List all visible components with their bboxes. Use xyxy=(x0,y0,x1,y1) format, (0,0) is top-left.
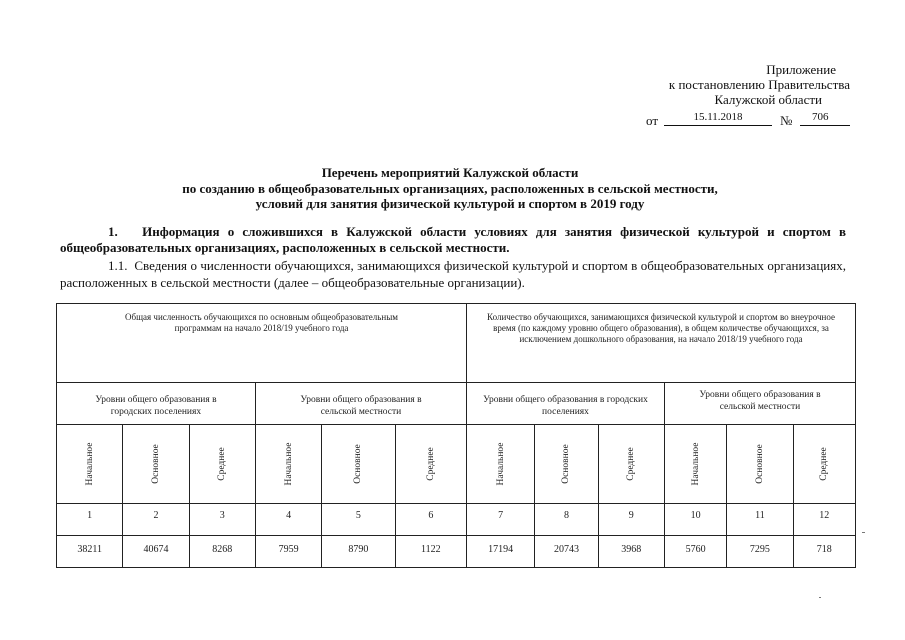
group-header-total xyxy=(57,304,467,383)
column-number-cell xyxy=(664,504,726,536)
appendix-line-3: Калужской области xyxy=(714,92,822,107)
section-1-heading xyxy=(60,224,846,256)
value: 8790 xyxy=(348,544,369,555)
value-cell xyxy=(598,536,664,568)
decree-from-label: от xyxy=(646,113,659,128)
title-line-2: по созданию в общеобразовательных организациях, расположенных в сельской местности, xyxy=(182,180,718,196)
column-number: 4 xyxy=(286,510,292,521)
level-header-cell xyxy=(189,425,255,504)
sub-header-text: Уровни общего образования в сельской местности xyxy=(300,395,422,417)
decree-date: 15.11.2018 xyxy=(664,110,772,126)
column-number-cell xyxy=(322,504,395,536)
column-number-cell xyxy=(57,504,123,536)
value-cell xyxy=(664,536,726,568)
value-cell xyxy=(255,536,321,568)
title-line-1: Перечень мероприятий Калужской области xyxy=(321,165,579,180)
column-number: 12 xyxy=(819,510,830,521)
decree-number: 706 xyxy=(800,110,850,126)
level-header-cell xyxy=(255,425,321,504)
value-cell xyxy=(467,536,535,568)
value: 7295 xyxy=(749,544,770,555)
paragraph-1-1 xyxy=(60,257,846,291)
value-cell xyxy=(57,536,123,568)
value: 7959 xyxy=(278,544,299,555)
level-header: Основное xyxy=(353,444,364,484)
sub-header-cell xyxy=(255,383,466,425)
appendix-line-2: к постановлению Правительства xyxy=(668,77,850,92)
statistics-table xyxy=(56,303,856,568)
column-number-cell xyxy=(598,504,664,536)
level-header: Начальное xyxy=(283,442,294,486)
level-header-cell xyxy=(467,425,535,504)
level-header: Среднее xyxy=(819,447,830,481)
column-number: 7 xyxy=(498,510,504,521)
group-header-sports xyxy=(467,304,856,383)
column-number-cell xyxy=(467,504,535,536)
value-cell xyxy=(189,536,255,568)
paragraph-1-1-number: 1.1. xyxy=(108,258,128,273)
sub-header-cell xyxy=(57,383,256,425)
sub-header-text: Уровни общего образования в сельской местности xyxy=(699,390,821,412)
level-header: Среднее xyxy=(425,447,436,481)
level-header-cell xyxy=(727,425,793,504)
column-number-cell xyxy=(727,504,793,536)
value: 1122 xyxy=(420,544,441,555)
values-row xyxy=(57,536,856,568)
value-cell xyxy=(727,536,793,568)
sub-header-text: Уровни общего образования в городских поселениях xyxy=(95,395,217,417)
level-header: Начальное xyxy=(84,442,95,486)
title-line-3: условий для занятия физической культурой и спортом в 2019 году xyxy=(255,196,645,211)
level-header-cell xyxy=(598,425,664,504)
column-number-cell xyxy=(255,504,321,536)
column-number-cell xyxy=(535,504,598,536)
level-header: Среднее xyxy=(626,447,637,481)
appendix-header xyxy=(600,62,850,107)
level-header-cell xyxy=(395,425,466,504)
value: 20743 xyxy=(553,544,579,555)
value: 38211 xyxy=(77,544,102,555)
column-number: 11 xyxy=(755,510,765,521)
group-header-total-text: Общая численность обучающихся по основным общеобразовательным программам на начало 2018/19 учебного года xyxy=(125,312,398,333)
column-number-row xyxy=(57,504,856,536)
column-number: 1 xyxy=(87,510,93,521)
value: 5760 xyxy=(685,544,706,555)
paragraph-1-1-text: Сведения о численности обучающихся, занимающихся физической культурой и спортом в общеобразовательных организациях, расположенных в сельской местности (далее – общеобразовательные организации). xyxy=(60,258,846,290)
value: 3968 xyxy=(621,544,642,555)
level-header-cell xyxy=(793,425,855,504)
level-header-cell xyxy=(322,425,395,504)
column-number: 6 xyxy=(428,510,434,521)
column-number: 9 xyxy=(628,510,634,521)
value-cell xyxy=(793,536,855,568)
sub-header-cell xyxy=(664,383,855,425)
level-header-cell xyxy=(535,425,598,504)
column-number-cell xyxy=(793,504,855,536)
decree-number-label: № xyxy=(780,113,793,128)
column-number-cell xyxy=(395,504,466,536)
appendix-line-1: Приложение xyxy=(766,62,836,77)
column-number: 10 xyxy=(690,510,701,521)
value: 40674 xyxy=(143,544,169,555)
level-header: Основное xyxy=(561,444,572,484)
value-cell xyxy=(535,536,598,568)
column-number: 8 xyxy=(563,510,569,521)
value-cell xyxy=(123,536,189,568)
sub-header-cell xyxy=(467,383,665,425)
level-header-cell xyxy=(57,425,123,504)
scan-speck xyxy=(819,597,821,598)
level-header-cell xyxy=(123,425,189,504)
section-1-text: Информация о сложившихся в Калужской области условиях для занятия физической культурой и спортом в общеобразовательных организациях, расположенных в сельской местности. xyxy=(60,224,846,255)
section-1-number: 1. xyxy=(108,224,118,239)
level-header: Среднее xyxy=(217,447,228,481)
column-number: 3 xyxy=(219,510,225,521)
column-number-cell xyxy=(123,504,189,536)
value: 718 xyxy=(816,544,832,555)
value-cell xyxy=(395,536,466,568)
document-title xyxy=(140,165,760,212)
level-header: Основное xyxy=(150,444,161,484)
sub-header-text: Уровни общего образования в городских поселениях xyxy=(483,395,648,417)
scan-speck xyxy=(862,532,865,533)
column-number: 2 xyxy=(153,510,159,521)
value: 8268 xyxy=(212,544,233,555)
level-header-cell xyxy=(664,425,726,504)
level-header: Основное xyxy=(754,444,765,484)
column-number-cell xyxy=(189,504,255,536)
group-header-sports-text: Количество обучающихся, занимающихся физической культурой и спортом во внеурочное время (по каждому уровню общего образования), в общем количестве обучающихся, за исключением дошкольного образования, на начало 2018/19 учебного года xyxy=(487,312,835,344)
value-cell xyxy=(322,536,395,568)
level-header: Начальное xyxy=(495,442,506,486)
value: 17194 xyxy=(488,544,514,555)
column-number: 5 xyxy=(355,510,361,521)
level-header: Начальное xyxy=(690,442,701,486)
